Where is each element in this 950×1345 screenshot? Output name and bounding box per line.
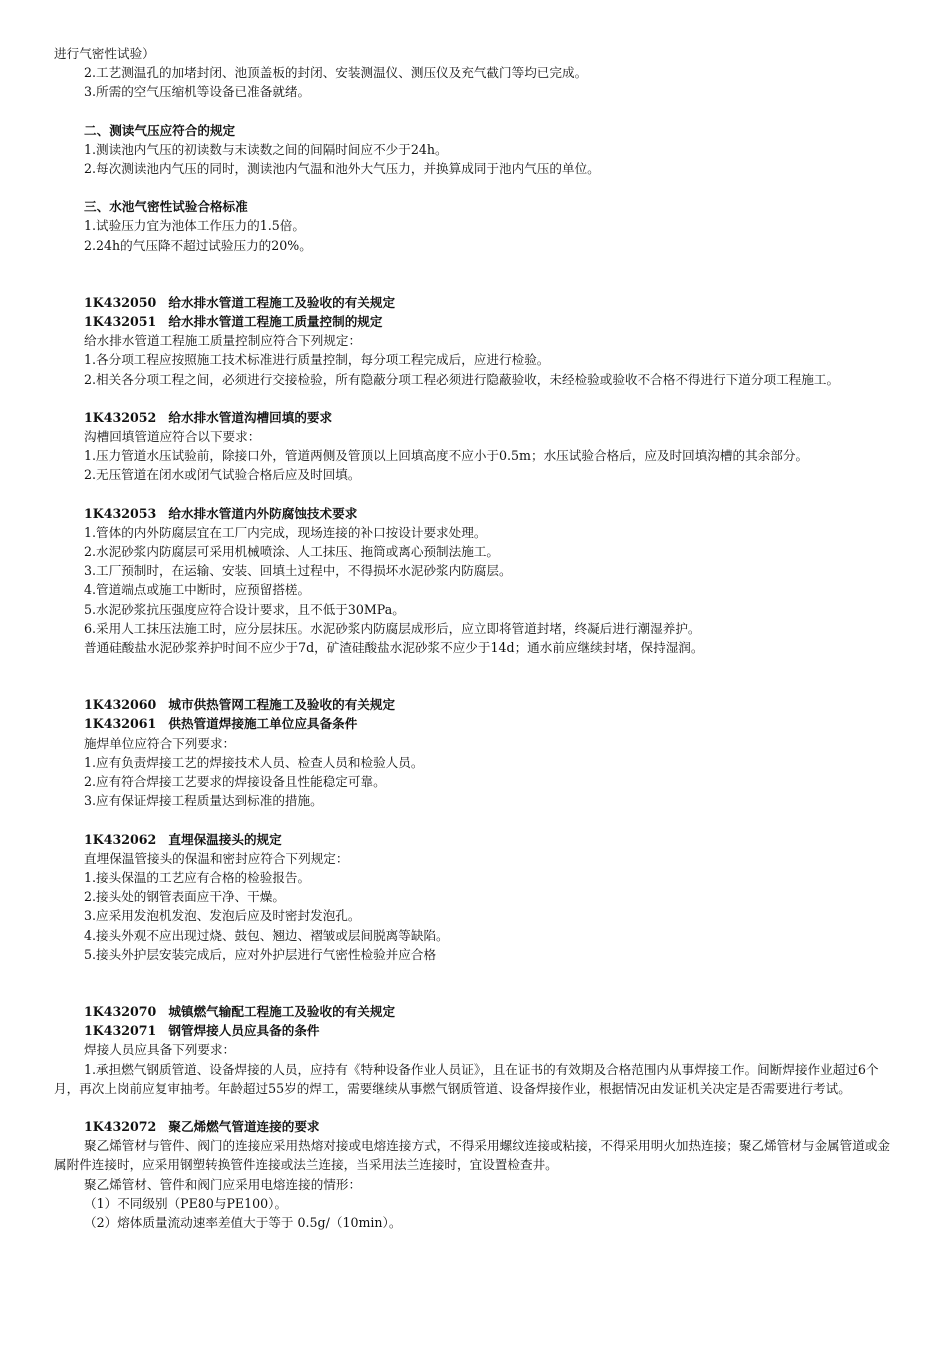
section-code: 1K432060 (84, 697, 157, 713)
section-title: 钢管焊接人员应具备的条件 (168, 1023, 320, 1039)
text-line: 普通硅酸盐水泥砂浆养护时间不应少于7d，矿渣硅酸盐水泥砂浆不应少于14d；通水前应继续封堵，保持湿润。 (84, 640, 704, 656)
text-line: 3.工厂预制时，在运输、安装、回填土过程中，不得损坏水泥砂浆内防腐层。 (84, 563, 512, 579)
section-title: 城市供热管网工程施工及验收的有关规定 (168, 697, 396, 713)
paragraph: 2.相关各分项工程之间，必须进行交接检验，所有隐蔽分项工程必须进行隐蔽验收，未经检验或验收不合格不得进行下道分项工程施工。 (84, 371, 840, 387)
subsection-heading (54, 830, 900, 849)
text-line: 1.管体的内外防腐层宜在工厂内完成，现场连接的补口按设计要求处理。 (84, 524, 487, 540)
text-line: 1.试验压力宜为池体工作压力的1.5倍。 (84, 218, 305, 234)
text-line: 3.应有保证焊接工程质量达到标准的措施。 (84, 793, 323, 809)
subsection-heading (54, 714, 900, 733)
text-line: 1.各分项工程应按照施工技术标准进行质量控制，每分项工程完成后，应进行检验。 (84, 352, 550, 368)
section-heading (54, 1002, 900, 1021)
text-line: 焊接人员应具备下列要求： (84, 1042, 236, 1058)
text-line: 2.工艺测温孔的加堵封闭、池顶盖板的封闭、安装测温仪、测压仪及充气截门等均已完成。 (84, 65, 588, 81)
section-title: 供热管道焊接施工单位应具备条件 (168, 716, 358, 732)
section-title: 给水排水管道工程施工及验收的有关规定 (168, 294, 396, 310)
text-line: 2.应有符合焊接工艺要求的焊接设备且性能稳定可靠。 (84, 774, 386, 790)
section-title: 直埋保温接头的规定 (168, 831, 282, 847)
section-code: 1K432051 (84, 314, 157, 330)
section-code: 1K432071 (84, 1023, 157, 1039)
section-code: 1K432070 (84, 1003, 157, 1019)
section-code: 1K432050 (84, 294, 157, 310)
text-line: 4.管道端点或施工中断时，应预留搭槎。 (84, 582, 311, 598)
text-line: （1）不同级别（PE80与PE100）。 (84, 1195, 288, 1211)
text-line: 给水排水管道工程施工质量控制应符合下列规定： (84, 333, 362, 349)
text-line: （2）熔体质量流动速率差值大于等于 0.5g/（10min）。 (84, 1214, 402, 1230)
text-line: 沟槽回填管道应符合以下要求： (84, 429, 261, 445)
subsection-heading (54, 1021, 900, 1040)
subsection-heading (54, 312, 900, 331)
section-title: 城镇燃气输配工程施工及验收的有关规定 (168, 1003, 396, 1019)
paragraph: 聚乙烯管材与管件、阀门的连接应采用热熔对接或电熔连接方式，不得采用螺纹连接或粘接，不得采用明火加热连接；聚乙烯管材与金属管道或金属附件连接时，应采用钢塑转换管件连接或法兰连接，当采用法兰连接时，宜设置检查井。 (54, 1138, 890, 1173)
section-heading (54, 293, 900, 312)
section-code: 1K432072 (84, 1118, 157, 1134)
text-line: 聚乙烯管材、管件和阀门应采用电熔连接的情形： (84, 1176, 362, 1192)
section-code: 1K432053 (84, 505, 157, 521)
text-line: 2.水泥砂浆内防腐层可采用机械喷涂、人工抹压、拖筒或离心预制法施工。 (84, 544, 500, 560)
subsection-heading (54, 1117, 900, 1136)
text-line: 施焊单位应符合下列要求： (84, 735, 236, 751)
text-line: 2.无压管道在闭水或闭气试验合格后应及时回填。 (84, 467, 361, 483)
text-line: 5.接头外护层安装完成后，应对外护层进行气密性检验并应合格 (84, 946, 437, 962)
text-line: 2.每次测读池内气压的同时，测读池内气温和池外大气压力，并换算成同于池内气压的单位。 (84, 161, 600, 177)
document-page (54, 44, 900, 1232)
section-title: 聚乙烯燃气管道连接的要求 (168, 1118, 320, 1134)
section-heading: 三、水池气密性试验合格标准 (84, 199, 248, 215)
text-line: 3.所需的空气压缩机等设备已准备就绪。 (84, 84, 311, 100)
subsection-heading (54, 408, 900, 427)
paragraph: 1.承担燃气钢质管道、设备焊接的人员，应持有《特种设备作业人员证》，且在证书的有效期及合格范围内从事焊接工作。间断焊接作业超过6个月，再次上岗前应复审抽考。年龄超过55岁的焊工，需要继续从事燃气钢质管道、设备焊接作业，根据情况由发证机关决定是否需要进行考试。 (54, 1061, 879, 1096)
subsection-heading (54, 504, 900, 523)
section-code: 1K432052 (84, 409, 157, 425)
text-line: 直埋保温管接头的保温和密封应符合下列规定： (84, 850, 349, 866)
text-line: 1.测读池内气压的初读数与末读数之间的间隔时间应不少于24h。 (84, 141, 448, 157)
section-heading (54, 695, 900, 714)
text-line: 2.接头处的钢管表面应干净、干燥。 (84, 889, 285, 905)
section-heading: 二、测读气压应符合的规定 (84, 122, 236, 138)
section-title: 给水排水管道工程施工质量控制的规定 (168, 314, 383, 330)
text-line: 1.应有负责焊接工艺的焊接技术人员、检查人员和检验人员。 (84, 754, 424, 770)
paragraph: 1.压力管道水压试验前，除接口外，管道两侧及管顶以上回填高度不应小于0.5m；水压试验合格后，应及时回填沟槽的其余部分。 (84, 448, 809, 464)
text-line: 进行气密性试验） (54, 46, 155, 61)
text-line: 6.采用人工抹压法施工时，应分层抹压。水泥砂浆内防腐层成形后，应立即将管道封堵，终凝后进行潮湿养护。 (84, 620, 701, 636)
section-title: 给水排水管道沟槽回填的要求 (168, 409, 333, 425)
text-line: 3.应采用发泡机发泡、发泡后应及时密封发泡孔。 (84, 908, 361, 924)
text-line: 4.接头外观不应出现过烧、鼓包、翘边、褶皱或层间脱离等缺陷。 (84, 927, 449, 943)
section-code: 1K432061 (84, 716, 157, 732)
text-line: 1.接头保温的工艺应有合格的检验报告。 (84, 869, 311, 885)
text-line: 2.24h的气压降不超过试验压力的20%。 (84, 237, 312, 253)
section-title: 给水排水管道内外防腐蚀技术要求 (168, 505, 358, 521)
text-line: 5.水泥砂浆抗压强度应符合设计要求，且不低于30MPa。 (84, 601, 405, 617)
section-code: 1K432062 (84, 831, 157, 847)
